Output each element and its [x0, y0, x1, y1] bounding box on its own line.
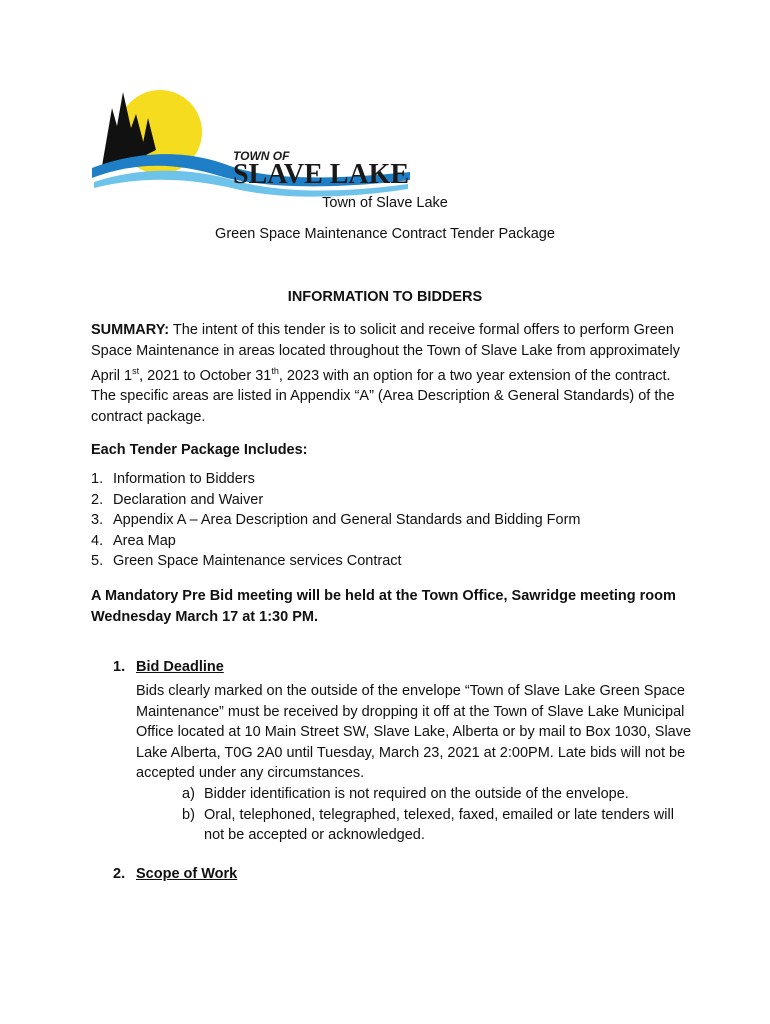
- mandatory-meeting-notice: A Mandatory Pre Bid meeting will be held at the Town Office, Sawridge meeting room Wednesday March 17 at 1:30 PM.: [91, 588, 676, 625]
- list-number: 4.: [91, 532, 104, 549]
- includes-heading: Each Tender Package Includes:: [91, 442, 308, 458]
- list-text: Green Space Maintenance services Contract: [113, 553, 402, 570]
- sub-item: [182, 784, 692, 805]
- sub-item-text: Oral, telephoned, telegraphed, telexed, faxed, emailed or late tenders will not be accepted or acknowledged.: [204, 806, 674, 843]
- summary-sup-2: th: [271, 366, 279, 376]
- summary-label: SUMMARY:: [91, 322, 170, 338]
- section-number: 2.: [113, 866, 126, 882]
- sub-item: [182, 805, 692, 846]
- includes-list: [91, 469, 581, 572]
- package-title: Green Space Maintenance Contract Tender Package: [215, 226, 555, 242]
- section-bid-deadline: [113, 659, 224, 675]
- list-item: [91, 551, 581, 572]
- section-heading: INFORMATION TO BIDDERS: [287, 289, 483, 305]
- sub-item-letter: a): [182, 786, 195, 802]
- summary-text-2: , 2021 to October 31: [139, 367, 272, 384]
- list-item: [91, 490, 581, 511]
- list-text: Appendix A – Area Description and General Standards and Bidding Form: [113, 512, 581, 529]
- list-text: Area Map: [113, 532, 176, 549]
- list-item: [91, 531, 581, 552]
- list-text: Information to Bidders: [113, 471, 255, 487]
- sub-item-text: Bidder identification is not required on the outside of the envelope.: [204, 786, 629, 802]
- list-item: [91, 469, 581, 490]
- section-title: Bid Deadline: [136, 659, 224, 675]
- list-number: 2.: [91, 491, 104, 508]
- bid-deadline-subitems: [182, 784, 692, 846]
- summary-text-3: , 2023 with an option for a two year extension of the contract. The specific areas are listed in Appendix “A” (Area Description & General Standards) of the contract package.: [91, 367, 675, 425]
- bid-deadline-body: Bids clearly marked on the outside of the envelope “Town of Slave Lake Green Space Maintenance” must be received by dropping it off at the Town of Slave Lake Municipal Office located at 10 Main Street SW, Slave Lake, Alberta or by mail to Box 1030, Slave Lake Alberta, T0G 2A0 until Tuesday, March 23, 2021 at 2:00PM. Late bids will not be accepted under any circumstances.: [136, 683, 692, 781]
- summary-text-1: The intent of this tender is to solicit and receive formal offers to perform Green Space Maintenance in areas located throughout the Town of Slave Lake from approximately April 1: [91, 322, 680, 384]
- logo-top-text: TOWN OF: [233, 149, 290, 163]
- list-number: 3.: [91, 512, 104, 529]
- summary-sup-1: st: [132, 366, 140, 376]
- town-logo: [90, 88, 410, 198]
- list-number: 1.: [91, 471, 104, 487]
- logo-main-text: SLAVE LAKE: [233, 159, 410, 190]
- sub-item-letter: b): [182, 806, 195, 823]
- logo-graphic: [90, 88, 410, 198]
- list-number: 5.: [91, 553, 104, 570]
- section-number: 1.: [113, 659, 126, 675]
- list-item: [91, 510, 581, 531]
- list-text: Declaration and Waiver: [113, 491, 264, 508]
- org-name: Town of Slave Lake: [322, 195, 448, 211]
- summary-paragraph: [91, 320, 691, 427]
- section-title: Scope of Work: [136, 866, 238, 882]
- section-scope-of-work: [113, 866, 237, 882]
